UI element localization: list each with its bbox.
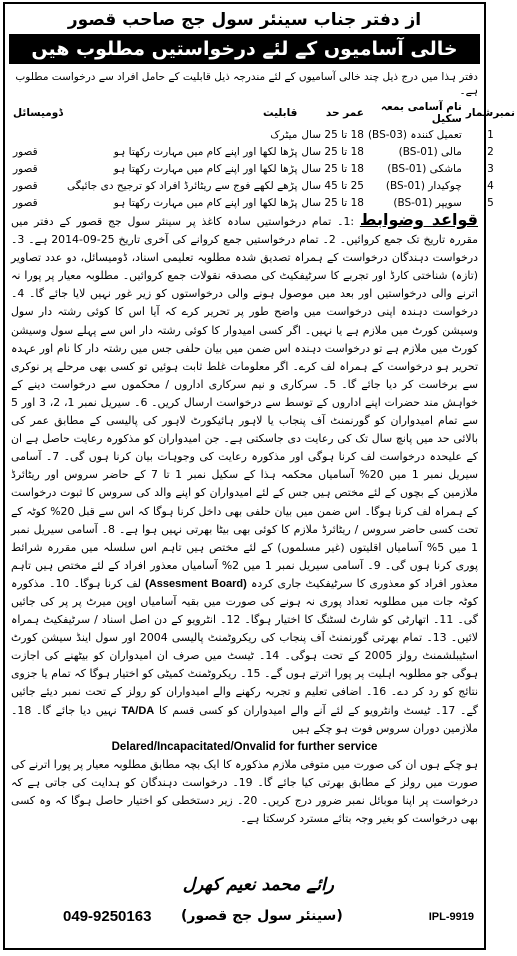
english-service-line: Delared/Incapacitated/Onvalid for further service: [111, 740, 378, 753]
row-serial: 5: [487, 196, 494, 209]
rules-body-4: ہو چکے ہوں ان کی صورت میں متوفی ملازم مذکورہ کا ایک بچہ مطابق مطلوبہ معیار پر پورا اترنے کی صورت میں رولز کے مطابق بھرتی کیا جائے گا۔ 19۔ درخواست دہندگان کو ہدایت کی جاتی ہے کہ درخواست پر اپنا موبائل نمبر ضرور درج کریں۔ 20۔ زیر دستخطی کو اختیار حاصل ہوگا کہ وہ کسی بھی درخواست کو بغیر وجہ بتائے مسترد کرسکتا ہے۔: [11, 757, 478, 825]
header-age: عمر حد: [325, 107, 364, 119]
row-post: چوکیدار (BS-01): [385, 179, 462, 192]
posts-table: [11, 100, 517, 211]
rules-section: [11, 211, 478, 738]
table-row: [11, 177, 517, 194]
vacancy-banner: خالی آسامیوں کے لئے درخواستیں مطلوب ھیں: [9, 34, 480, 64]
table-header-row: [11, 100, 517, 126]
row-age: 25 تا 45 سال: [301, 179, 364, 192]
intro-text: دفتر ہذا میں درج ذیل چند خالی آسامیوں کے لئے مندرجہ ذیل قابلیت کے حامل افراد سے درخواست مطلوب ہے۔: [15, 71, 478, 97]
row-qualification: پڑھا لکھا اور اپنے کام میں مہارت رکھتا ہو: [113, 145, 298, 158]
rules-section-end: [11, 756, 478, 828]
row-domicile: قصور: [13, 179, 38, 192]
row-post: تعمیل کنندہ (BS-03): [367, 128, 462, 141]
row-age: 18 تا 25 سال: [301, 128, 364, 141]
assessment-board-text: (Assesment Board): [145, 577, 247, 590]
office-heading: از دفتر جناب سینئر سول جج صاحب قصور: [67, 10, 422, 30]
row-age: 18 تا 25 سال: [301, 145, 364, 158]
signatory-name: رائے محمد نعیم کھرل: [182, 875, 334, 895]
table-row: [11, 194, 517, 211]
table-row: [11, 126, 517, 143]
row-serial: 4: [487, 179, 494, 192]
row-domicile: قصور: [13, 196, 38, 209]
row-qualification: میٹرک: [270, 128, 298, 141]
row-qualification: پڑھا لکھا اور اپنے کام میں مہارت رکھتا ہو: [113, 162, 298, 175]
row-qualification: پڑھا لکھا اور اپنے کام میں مہارت رکھتا ہو: [113, 196, 298, 209]
rules-heading: قواعد وضوابط: [359, 210, 478, 229]
row-post: ماشکی (BS-01): [387, 162, 462, 175]
footer: [11, 908, 478, 932]
ipl-code: IPL-9919: [428, 911, 474, 923]
header-serial: نمبرشمار: [465, 107, 515, 119]
advertisement-page: [3, 2, 515, 950]
row-domicile: قصور: [13, 145, 38, 158]
rules-body-3: نہیں دیا جائے گا۔ 18۔ ملازمین دوران سروس فوت ہو چکے ہیں: [11, 703, 478, 735]
header-post: نام آسامی بمعہ سکیل: [380, 101, 462, 125]
row-serial: 2: [487, 145, 494, 158]
row-serial: 3: [487, 162, 494, 175]
rules-body: :1۔ تمام درخواستیں سادہ کاغذ پر سینئر سول جج قصور کے دفتر میں مقررہ تاریخ تک جمع کروائیں۔ 2۔ تمام درخواستیں جمع کروانے کی آخری تاریخ 25-09-2014 ہے۔ 3۔ درخواست دہندگان درخواست کے ہمراہ تصدیق شدہ مطلوبہ تعلیمی اسناد، ڈومیسائل، دو عدد تصاویر (تازہ) شناختی کارڈ اور تجربے کا سرٹیفکیٹ کی مصدقہ نقولات جمع کروائیں۔ مطلوبہ معیار پر پورا نہ اترنے والی درخواستیں اور بعد میں موصول ہونے والی درخواستوں کو زیر غور نہیں لایا جائے گا۔ 4۔ درخواست دہندہ اپنی درخواست میں واضح طور پر تحریر کرے کہ آیا اس کا کوئی رشتہ دار سول وسیشن کورٹ میں ملازم ہے یا نہیں۔ اگر کسی امیدوار کا کوئی رشتہ دار اس سے پہلے سول وسیشن کورٹ میں ملازم ہے تو درخواست دہندہ اس ضمن میں بیان حلفی جس میں رشتہ دار کا نام اور عہدہ تحریر ہو درخواست کے ہمراہ لف کرے۔ اگر معلومات غلط ثابت ہوئیں تو کسی بھی مرحلے پر نوکری سے برخاست کر دیا جائے گا۔ 5۔ سرکاری و نیم سرکاری اداروں / محکموں سے درخواست دینے کے خواہش مند حضرات اپنے اداروں کے توسط سے درخواست ارسال کریں۔ 6۔ سیریل نمبر 1، 2، 3 اور 5 سے تمام امیدواران کو گورنمنٹ آف پنجاب یا لاہور ہائیکورٹ لاہور کی پالیسی کے مطابق عمر کی بالائی حد میں پانچ سال تک کی رعایت دی جاسکتی ہے۔ جن امیدواران کو مذکورہ رعایت حاصل ہے ان کے علیحدہ درخواست لف کرنا ہوگی اور مذکورہ رعایت کی وجوہات بیان کرنا ہوں گی۔ 7۔ آسامی سیریل نمبر 1 میں 20% آسامیاں محکمہ ہذا کے سکیل نمبر 1 تا 7 کے حاضر سروس اور ریٹائرڈ ملازمین کے بچوں کے لئے مختص ہیں جس کے لئے امیدواران کو اپنے والد کی سروس کا ثبوت درخواست کے ہمراہ لف کرنا ہوگا۔ اس ضمن میں بیان حلفی بھی داخل کرنا ہوگا کہ اس سے قبل 20% کوٹہ کے تحت کسی حاضر سروس / ریٹائرڈ ملازم کا کوئی بھی بیٹا بھرتی نہیں ہوا ہے۔ 8۔ آسامی سیریل نمبر 1 میں 5% آسامیاں اقلیتوں (غیر مسلموں) کے لئے مختص ہیں تاہم اس سلسلہ میں مقررہ شرائط پوری کرنا ہوں گی۔ 9۔ آسامی سیریل نمبر 1 میں 2% آسامیاں معذور افراد کے لئے مختص ہیں تاہم معذور افراد کو معذوری کا سرٹیفکیٹ جاری کردہ: [11, 215, 479, 590]
row-age: 18 تا 25 سال: [301, 196, 364, 209]
row-age: 18 تا 25 سال: [301, 162, 364, 175]
rules-body-2: لف کرنا ہوگا۔ 10۔ مذکورہ کوٹہ جات میں مطلوبہ تعداد پوری نہ ہونے کی صورت میں بقیہ آسامیاں اوپن میرٹ پر پر کی جائیں گی۔ 11۔ اتھارٹی کو شارٹ لسٹنگ کا اختیار ہوگا۔ 12۔ انٹرویو کے دن اصل اسناد / سرٹیفکیٹ ہمراہ لائیں۔ 13۔ تمام بھرتی گورنمنٹ آف پنجاب کی ریکروٹمنٹ پالیسی 2004 اور سول اینڈ سیشن کورٹ اسٹیبلشمنٹ رولز 2005 کے تحت ہوگی۔ 14۔ ٹیسٹ میں صرف ان امیدواران کو بیٹھنے کی اجازت ہوگی جو مطلوبہ اہلیت پر پورا اترتے ہوں گے۔ 15۔ ریکروٹمنٹ کمیٹی کو اختیار ہوگا کہ تمام یا جزوی نتائج کو رد کر دے۔ 16۔ اضافی تعلیم و تجربہ رکھنے والے امیدواران کو رولز کے تحت نمبر دیئے جائیں گے۔ 17۔ ٹیسٹ وانٹرویو کے لئے آنے والے امیدواران کو کسی قسم کا: [11, 576, 478, 717]
phone-number: 049-9250163: [63, 908, 152, 925]
header-qualification: قابلیت: [262, 107, 298, 119]
row-post: مالی (BS-01): [398, 145, 462, 158]
signatory-title: (سینئر سول جج قصور): [181, 908, 343, 924]
header-domicile: ڈومیسائل: [13, 107, 63, 119]
row-domicile: [11, 126, 65, 143]
row-qualification: پڑھے لکھے فوج سے ریٹائرڈ افراد کو ترجیح دی جائیگی: [66, 179, 298, 192]
table-row: [11, 143, 517, 160]
row-domicile: قصور: [13, 162, 38, 175]
tada-text: TA/DA: [121, 704, 155, 717]
row-post: سویپر (BS-01): [393, 196, 462, 209]
row-serial: 1: [487, 128, 494, 141]
table-row: [11, 160, 517, 177]
